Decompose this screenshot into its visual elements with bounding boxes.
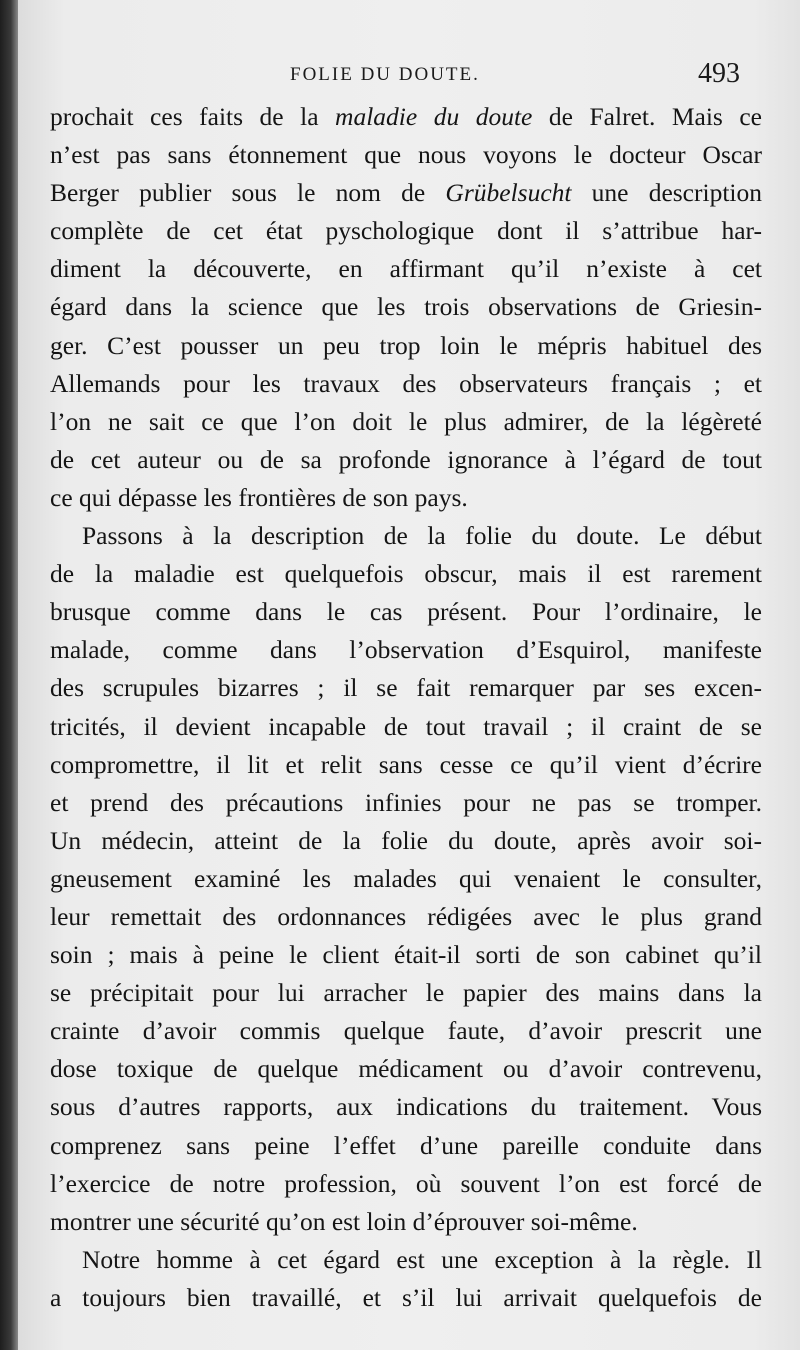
text-line: des scrupules bizarres ; il se fait remarquer par ses excen-	[50, 673, 762, 703]
text-line: sous d’autres rapports, aux indications du traitement. Vous	[50, 1092, 762, 1122]
text-line: Notre homme à cet égard est une exception à la règle. Il	[82, 1244, 762, 1274]
italic-term: maladie du doute	[335, 102, 533, 131]
text-line: compromettre, il lit et relit sans cesse ce qu’il vient d’écrire	[50, 749, 762, 779]
text-line: n’est pas sans étonnement que nous voyons le docteur Oscar	[50, 140, 762, 170]
text-line: diment la découverte, en affirmant qu’il n’existe à cet	[50, 254, 762, 284]
text-line: de la maladie est quelquefois obscur, mais il est rarement	[50, 559, 762, 589]
text-line: l’on ne sait ce que l’on doit le plus admirer, de la légèreté	[50, 406, 762, 436]
text-line: Allemands pour les travaux des observateurs français ; et	[50, 368, 762, 398]
text-line: Passons à la description de la folie du doute. Le début	[82, 521, 762, 551]
text-line: montrer une sécurité qu’on est loin d’éprouver soi-même.	[50, 1206, 638, 1236]
text-line: ger. C’est pousser un peu trop loin le mépris habituel des	[50, 330, 762, 360]
text-line: et prend des précautions infinies pour ne pas se tromper.	[50, 787, 762, 817]
text-line: brusque comme dans le cas présent. Pour l’ordinaire, le	[50, 597, 762, 627]
text-line: a toujours bien travaillé, et s’il lui arrivait quelquefois de	[50, 1282, 762, 1312]
text-line: dose toxique de quelque médicament ou d’avoir contrevenu,	[50, 1054, 762, 1084]
text-line: Berger publier sous le nom de Grübelsucht une description	[50, 178, 762, 208]
text-line: de cet auteur ou de sa profonde ignorance à l’égard de tout	[50, 444, 762, 474]
italic-term: Grübelsucht	[445, 178, 572, 208]
book-page	[18, 0, 800, 1350]
text-line: malade, comme dans l’observation d’Esquirol, manifeste	[50, 635, 762, 665]
text-line: tricités, il devient incapable de tout travail ; il craint de se	[50, 711, 762, 741]
text-line: prochait ces faits de la maladie du doute de Falret. Mais ce	[50, 102, 763, 131]
text-line: égard dans la science que les trois observations de Griesin-	[50, 292, 762, 322]
scan-shadow	[0, 0, 18, 1350]
body-text	[50, 98, 762, 1317]
text-line: soin ; mais à peine le client était-il sorti de son cabinet qu’il	[50, 940, 762, 970]
text-line: se précipitait pour lui arracher le papier des mains dans la	[50, 978, 762, 1008]
text-line: Un médecin, atteint de la folie du doute, après avoir soi-	[50, 825, 762, 855]
text-line: complète de cet état pyschologique dont il s’attribue har-	[50, 216, 762, 246]
running-head	[18, 58, 800, 92]
text-line: gneusement examiné les malades qui venaient le consulter,	[50, 863, 762, 893]
text-line: leur remettait des ordonnances rédigées avec le plus grand	[50, 901, 762, 931]
page-number: 493	[698, 58, 740, 89]
text-line: comprenez sans peine l’effet d’une pareille conduite dans	[50, 1130, 762, 1160]
text-line: crainte d’avoir commis quelque faute, d’avoir prescrit une	[50, 1016, 762, 1046]
text-line: l’exercice de notre profession, où souvent l’on est forcé de	[50, 1168, 762, 1198]
text-line: ce qui dépasse les frontières de son pays.	[50, 482, 468, 512]
running-title: FOLIE DU DOUTE.	[290, 64, 480, 85]
